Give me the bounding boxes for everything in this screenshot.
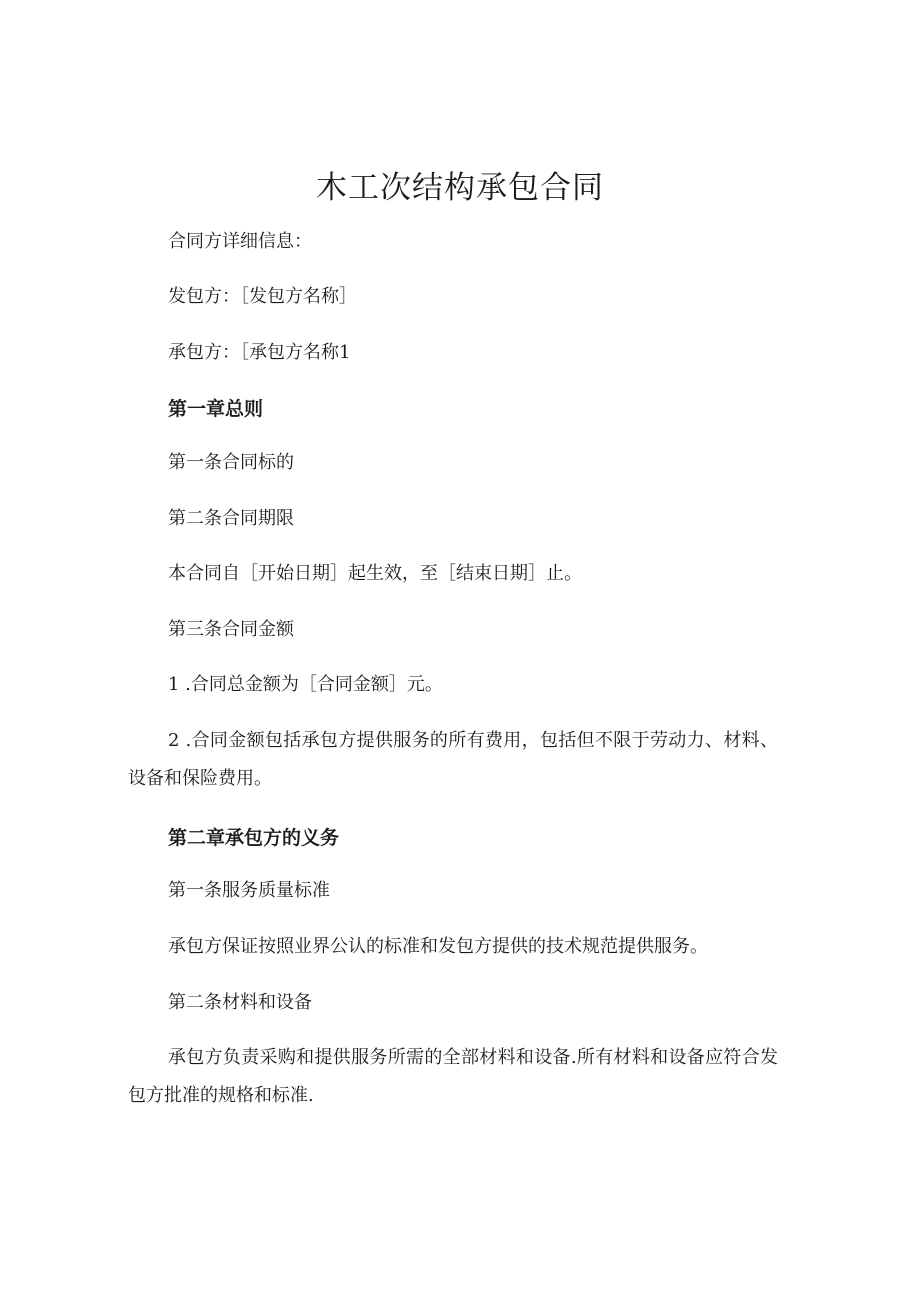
chapter2-article2-text: 承包方负责采购和提供服务所需的全部材料和设备.所有材料和设备应符合发包方批准的规格和标准.	[128, 1047, 778, 1106]
chapter1-heading: 第一章总则	[168, 398, 264, 420]
employer-line: 发包方：［发包方名称］	[168, 286, 357, 307]
chapter2-article1-text: 承包方保证按照业界公认的标准和发包方提供的技术规范提供服务。	[168, 936, 708, 957]
document-title: 木工次结构承包合同	[316, 170, 604, 206]
chapter1-article3: 第三条合同金额	[168, 619, 294, 640]
chapter2-article2: 第二条材料和设备	[168, 992, 312, 1013]
chapter1-article2-text: 本合同自［开始日期］起生效，至［结束日期］止。	[168, 563, 582, 584]
chapter1-item2: 2 .合同金额包括承包方提供服务的所有费用，包括但不限于劳动力、材料、设备和保险费用。	[128, 730, 778, 789]
chapter2-article1: 第一条服务质量标准	[168, 880, 330, 901]
chapter1-article1: 第一条合同标的	[168, 452, 294, 473]
chapter1-item1: 1 .合同总金额为［合同金额］元。	[168, 674, 443, 695]
chapter1-article2: 第二条合同期限	[168, 508, 294, 529]
contractor-line: 承包方：［承包方名称1	[168, 342, 351, 363]
chapter2-heading: 第二章承包方的义务	[168, 827, 340, 849]
parties-heading: 合同方详细信息：	[168, 231, 312, 252]
